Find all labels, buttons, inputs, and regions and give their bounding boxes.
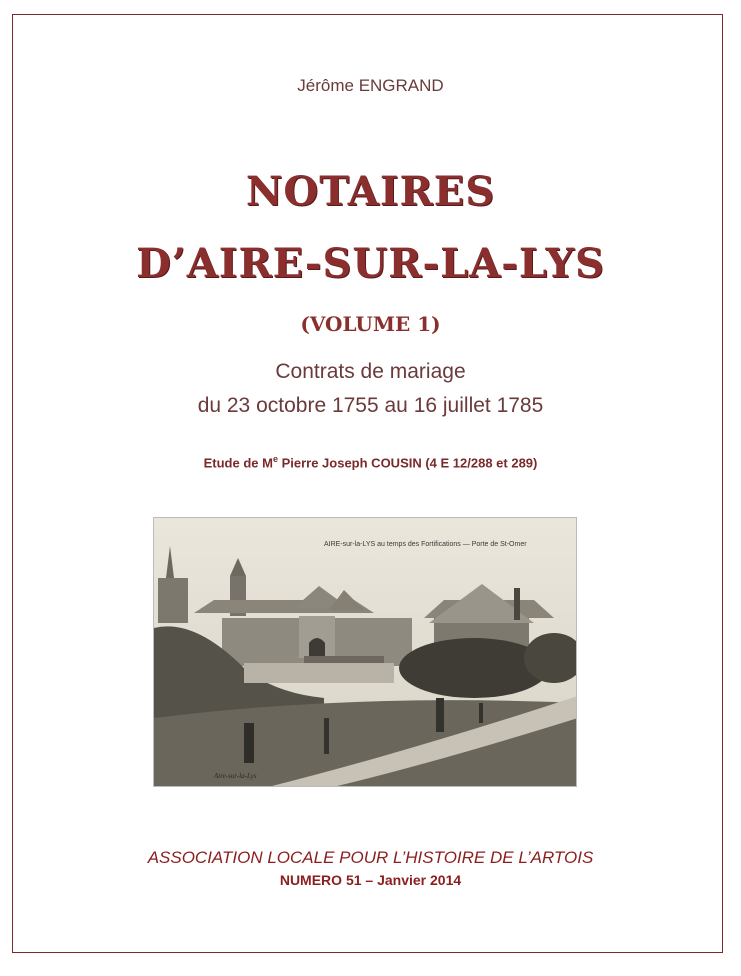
photo-caption: AIRE-sur-la-LYS au temps des Fortifications — Porte de St-Omer [324, 541, 527, 548]
subtitle-line-2: du 23 octobre 1755 au 16 juillet 1785 [197, 394, 544, 417]
title-line-2: D’AIRE-SUR-LA-LYS [136, 240, 605, 287]
postcard-illustration [154, 518, 577, 787]
postcard-photo [153, 517, 577, 787]
subtitle-line-1: Contrats de mariage [275, 360, 466, 383]
issue-number: NUMERO 51 – Janvier 2014 [279, 872, 462, 888]
page-border [12, 14, 723, 953]
volume-label: (VOLUME 1) [300, 312, 441, 336]
author-name: Jérôme ENGRAND [297, 76, 444, 95]
photo-signature: Aire-sur-la-Lys [214, 772, 257, 780]
association-name: ASSOCIATION LOCALE POUR L’HISTOIRE DE L’ARTOIS [147, 848, 594, 867]
title-line-1: NOTAIRES [245, 168, 496, 215]
etude-rest: Pierre Joseph COUSIN (4 E 12/288 et 289) [277, 455, 538, 471]
etude-superscript: e [272, 454, 278, 464]
etude-line [0, 454, 741, 470]
etude-prefix: Etude de M [203, 455, 273, 471]
